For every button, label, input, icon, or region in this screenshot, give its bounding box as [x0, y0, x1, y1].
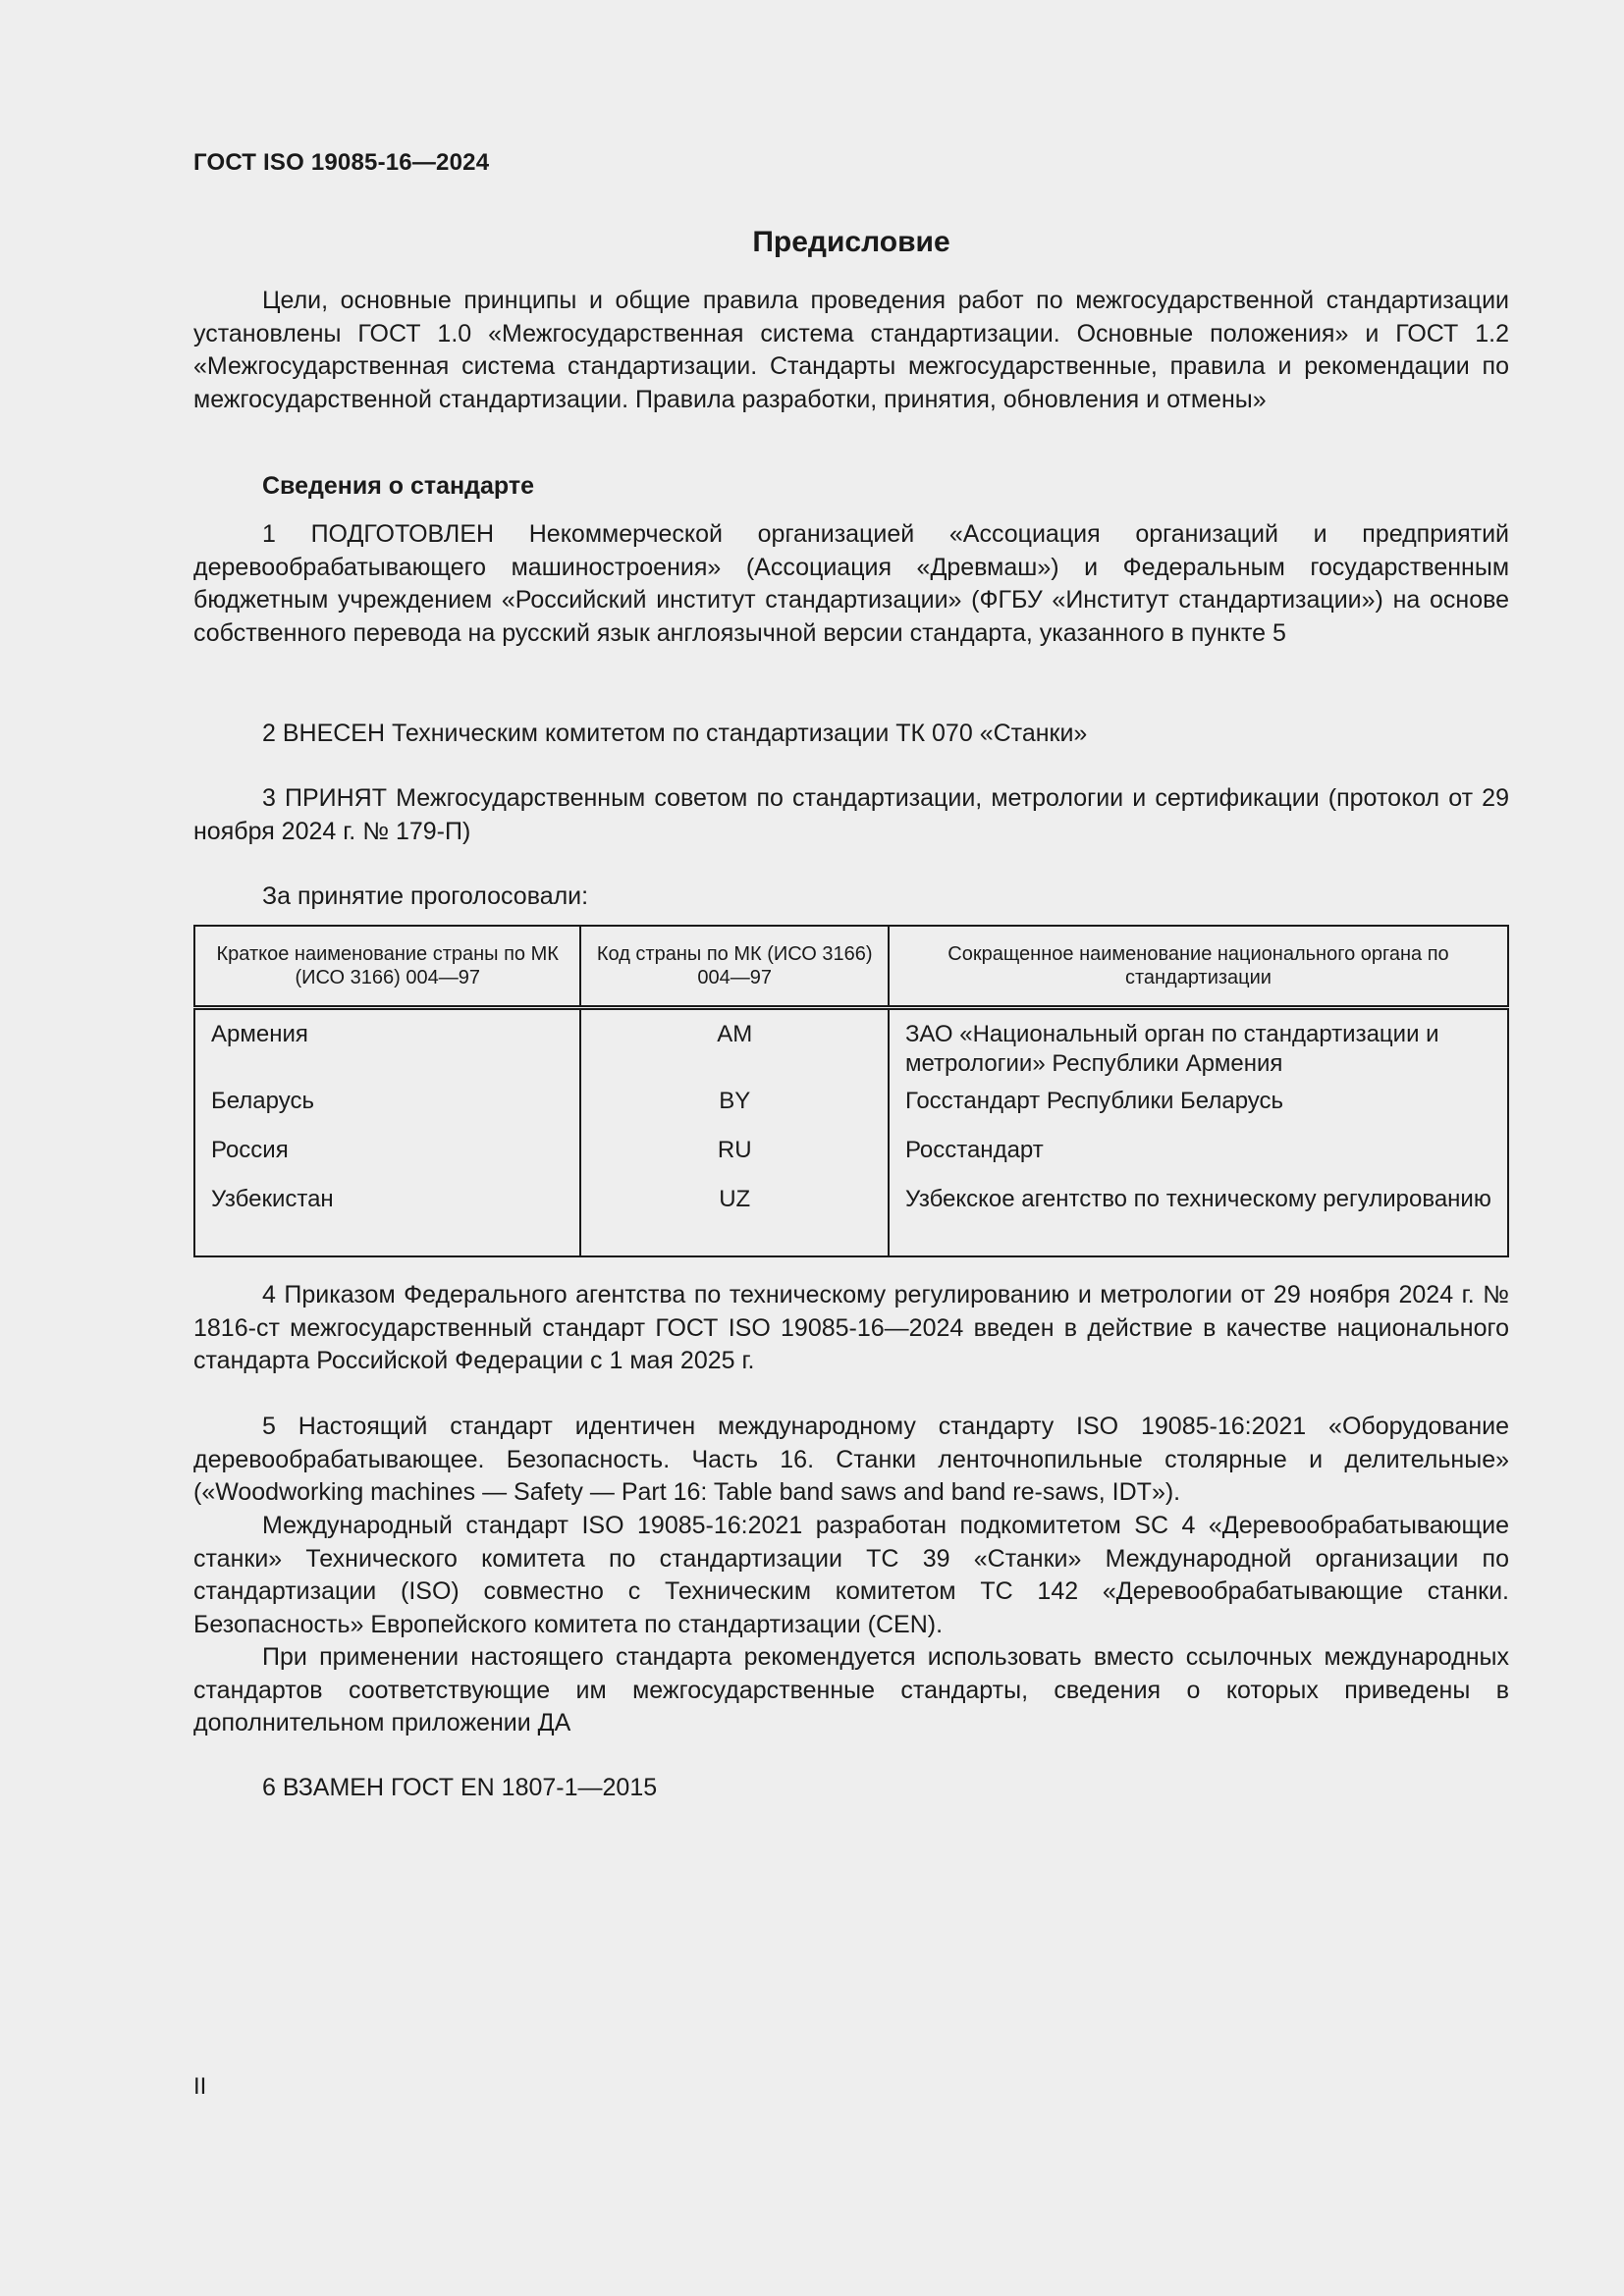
country-cell: Беларусь	[194, 1087, 580, 1136]
country-code-cell: RU	[580, 1136, 888, 1185]
page-number: II	[193, 2073, 207, 2100]
item-5-paragraph: 5 Настоящий стандарт идентичен международному стандарту ISO 19085-16:2021 «Оборудование деревообрабатывающее. Безопасность. Часть 16. Станки ленточнопильные столярные и делительные» («Woodworking machines — Safety — Part 16: Table band saws and band re-saws, IDT»).	[193, 1413, 1509, 1506]
national-body-cell: Узбекское агентство по техническому регулированию	[889, 1185, 1508, 1256]
item-5-note-paragraph: При применении настоящего стандарта рекомендуется использовать вместо ссылочных международных стандартов соответствующие им межгосударственные стандарты, сведения о которых приведены в дополнительном приложении ДА	[193, 1643, 1509, 1736]
country-cell: Армения	[194, 1008, 580, 1088]
intro-paragraph: Цели, основные принципы и общие правила проведения работ по межгосударственной стандартизации установлены ГОСТ 1.0 «Межгосударственная система стандартизации. Основные положения» и ГОСТ 1.2 «Межгосударственная система стандартизации. Стандарты межгосударственные, правила и рекомендации по межгосударственной стандартизации. Правила разработки, принятия, обновления и отмены»	[193, 287, 1509, 413]
table-header-cell: Сокращенное наименование национального органа по стандартизации	[889, 926, 1508, 1008]
national-body-cell: ЗАО «Национальный орган по стандартизации и метрологии» Республики Армения	[889, 1008, 1508, 1088]
country-code-cell: AM	[580, 1008, 888, 1088]
national-body-cell: Росстандарт	[889, 1136, 1508, 1185]
section-subheading: Сведения о стандарте	[262, 472, 535, 500]
table-header-cell: Код страны по МК (ИСО 3166) 004—97	[580, 926, 888, 1008]
table-row	[194, 1087, 1508, 1136]
table-header-row	[194, 926, 1508, 1008]
country-cell: Узбекистан	[194, 1185, 580, 1256]
item-3-paragraph: 3 ПРИНЯТ Межгосударственным советом по стандартизации, метрологии и сертификации (протокол от 29 ноября 2024 г. № 179-П)	[193, 784, 1509, 845]
item-4-paragraph: 4 Приказом Федерального агентства по техническому регулированию и метрологии от 29 ноября 2024 г. № 1816-ст межгосударственный стандарт ГОСТ ISO 19085-16—2024 введен в действие в качестве национального стандарта Российской Федерации с 1 мая 2025 г.	[193, 1281, 1509, 1374]
national-body-cell: Госстандарт Республики Беларусь	[889, 1087, 1508, 1136]
table-row	[194, 1185, 1508, 1256]
country-code-cell: UZ	[580, 1185, 888, 1256]
item-5-detail-paragraph: Международный стандарт ISO 19085-16:2021 разработан подкомитетом SC 4 «Деревообрабатывающие станки» Технического комитета по стандартизации ТС 39 «Станки» Международной организации по стандартизации (ISO) совместно с Техническим комитетом ТС 142 «Деревообрабатывающие станки. Безопасность» Европейского комитета по стандартизации (CEN).	[193, 1512, 1509, 1638]
item-2-paragraph: 2 ВНЕСЕН Техническим комитетом по стандартизации ТК 070 «Станки»	[262, 720, 1088, 747]
item-1-paragraph: 1 ПОДГОТОВЛЕН Некоммерческой организацией «Ассоциация организаций и предприятий деревообрабатывающего машиностроения» (Ассоциация «Древмаш») и Федеральным государственным бюджетным учреждением «Российский институт стандартизации» (ФГБУ «Институт стандартизации») на основе собственного перевода на русский язык англоязычной версии стандарта, указанного в пункте 5	[193, 520, 1509, 647]
document-header: ГОСТ ISO 19085-16—2024	[193, 149, 490, 176]
table-row	[194, 1008, 1508, 1088]
member-states-table	[193, 925, 1509, 1257]
country-cell: Россия	[194, 1136, 580, 1185]
item-6-paragraph: 6 ВЗАМЕН ГОСТ EN 1807-1—2015	[262, 1774, 658, 1801]
vote-label: За принятие проголосовали:	[262, 882, 589, 910]
page-title: Предисловие	[752, 226, 950, 258]
table-row	[194, 1136, 1508, 1185]
country-code-cell: BY	[580, 1087, 888, 1136]
table-header-cell: Краткое наименование страны по МК (ИСО 3166) 004—97	[194, 926, 580, 1008]
